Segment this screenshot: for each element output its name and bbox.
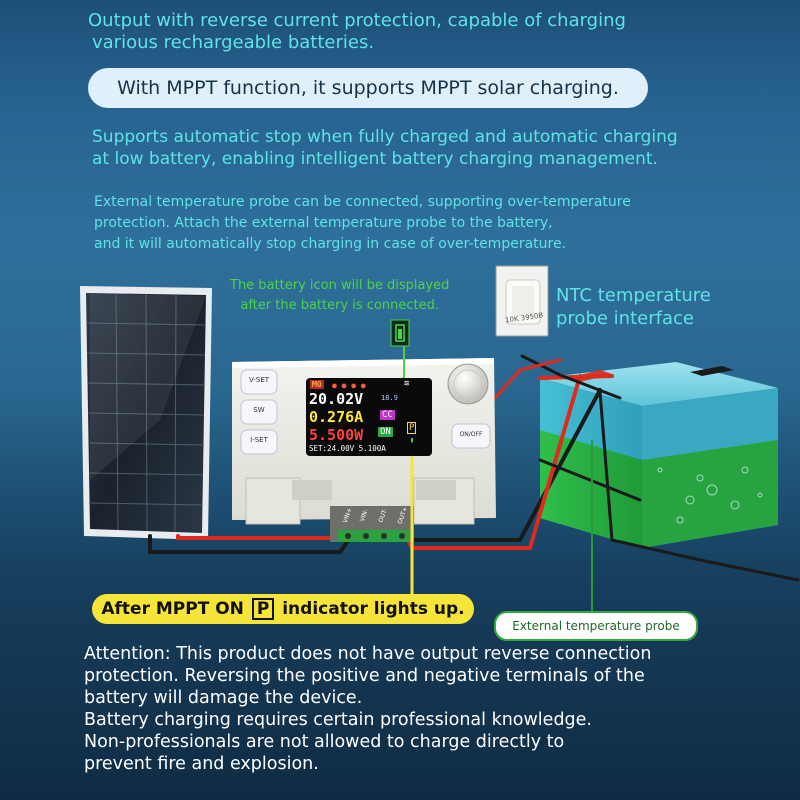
terminal-labels (338, 505, 414, 528)
headline-2-line-2: at low battery, enabling intelligent battery charging management. (92, 149, 658, 169)
mppt-p-icon: P (252, 598, 274, 620)
ntc-interface-label (556, 284, 711, 330)
headline-3-line-1: External temperature probe can be connected, supporting over-temperature (94, 194, 631, 210)
ntc-connector-text: 10K 3950B (504, 311, 544, 325)
ntc-label-line-2: probe interface (556, 308, 694, 329)
lcd-cc-badge: CC (382, 410, 393, 420)
lcd-on-badge: ON (380, 427, 391, 437)
sw-button[interactable]: SW (253, 406, 265, 414)
battery-icon-note (230, 276, 449, 316)
lcd-mppt-p-icon: P (409, 423, 415, 433)
lcd-battery-icon: ▮ (410, 436, 415, 444)
attention-line-4: Battery charging requires certain professional knowledge. (84, 710, 592, 730)
onoff-button[interactable]: ON/OFF (459, 431, 483, 438)
lcd-mode: M0 (312, 380, 322, 389)
headline-2-line-1: Supports automatic stop when fully charged and automatic charging (92, 127, 678, 147)
headline-3-line-3: and it will automatically stop charging in case of over-temperature. (94, 236, 567, 252)
headline-1-line-2: various rechargeable batteries. (92, 32, 375, 53)
wifi-icon: ≋ (404, 379, 410, 389)
headline-3-line-2: protection. Attach the external temperature probe to the battery, (94, 215, 553, 231)
external-probe-label: External temperature probe (494, 611, 698, 641)
ntc-label-line-1: NTC temperature (556, 285, 711, 306)
mppt-function-pill: With MPPT function, it supports MPPT solar charging. (88, 68, 648, 108)
lcd-temp: 18.9 (381, 394, 398, 402)
lcd-voltage: 20.02V (309, 390, 364, 408)
adjust-knob[interactable] (448, 364, 488, 404)
battery-icon-note-line-2: after the battery is connected. (240, 298, 440, 313)
mppt-indicator-before: After MPPT ON (101, 599, 244, 619)
terminal-out-minus: OUT- (377, 507, 389, 524)
attention-line-2: protection. Reversing the positive and negative terminals of the (84, 666, 645, 686)
solar-panel (80, 286, 212, 540)
attention-line-5: Non-professionals are not allowed to charge directly to (84, 732, 565, 752)
attention-notice (84, 643, 794, 775)
lcd-set-line: SET:24.00V 5.100A (309, 444, 386, 453)
attention-line-1: Attention: This product does not have output reverse connection (84, 644, 652, 664)
lcd-current: 0.276A (309, 408, 364, 426)
iset-button[interactable]: I-SET (250, 436, 268, 444)
mppt-indicator-after: indicator lights up. (282, 599, 465, 619)
lcd-screen (306, 378, 432, 456)
lcd-status-dots: ● ● ● ● (332, 381, 366, 390)
ntc-connector (496, 266, 548, 336)
terminal-out-plus: OUT+ (396, 505, 410, 526)
battery-connected-icon (391, 320, 409, 346)
lcd-power: 5.500W (309, 426, 364, 444)
terminal-vin-minus: VIN- (358, 508, 370, 523)
attention-line-6: prevent fire and explosion. (84, 754, 319, 774)
attention-line-3: battery will damage the device. (84, 688, 363, 708)
vset-button[interactable]: V-SET (248, 376, 270, 384)
battery-icon-note-line-1: The battery icon will be displayed (230, 278, 450, 293)
terminal-vin-plus: VIN+ (341, 507, 354, 524)
mppt-indicator-bar (92, 594, 474, 624)
headline-1-line-1: Output with reverse current protection, capable of charging (88, 10, 626, 31)
